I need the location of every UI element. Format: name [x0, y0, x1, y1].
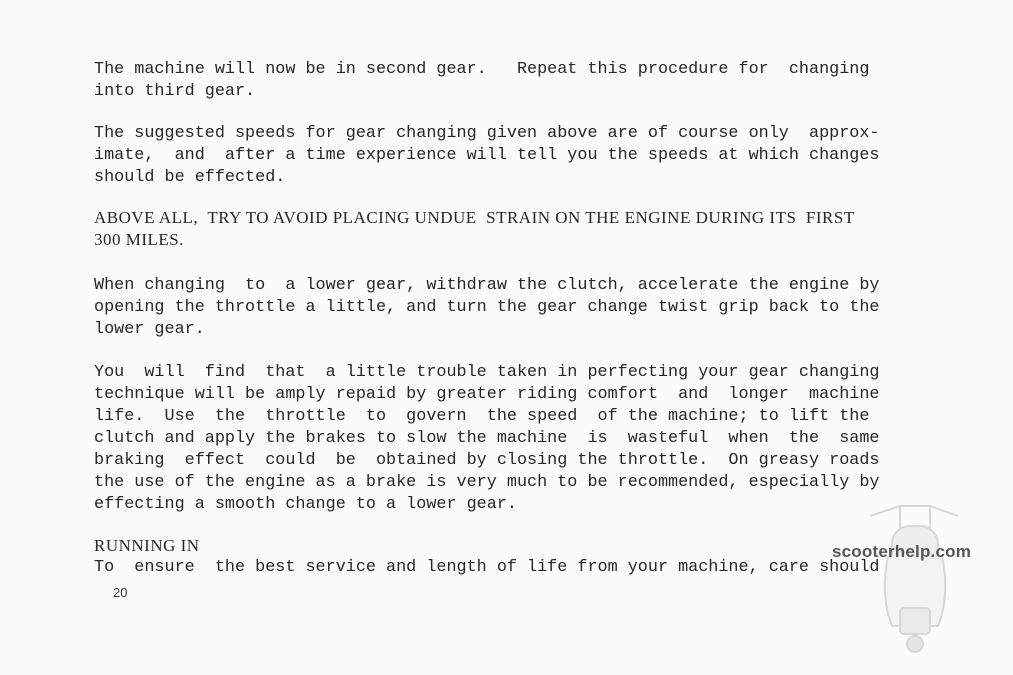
text-line: You will find that a little trouble taken in perfecting your gear changing — [94, 363, 880, 382]
text-line: The suggested speeds for gear changing given above are of course only approx- — [94, 124, 880, 143]
paragraph-running-in — [94, 535, 944, 579]
text-line: ABOVE ALL, TRY TO AVOID PLACING UNDUE STRAIN ON THE ENGINE DURING ITS FIRST — [94, 208, 855, 227]
text-line: should be effected. — [94, 168, 286, 187]
paragraph-warning — [94, 207, 944, 251]
text-line: 300 MILES. — [94, 230, 184, 249]
text-line: imate, and after a time experience will tell you the speeds at which changes — [94, 146, 880, 165]
text-line: technique will be amply repaid by greater riding comfort and longer machine — [94, 385, 880, 404]
text-line: life. Use the throttle to govern the speed of the machine; to lift the — [94, 407, 870, 426]
text-line: To ensure the best service and length of life from your machine, care should — [94, 558, 880, 577]
scooter-icon — [830, 496, 995, 656]
text-line: effecting a smooth change to a lower gear. — [94, 495, 517, 514]
text-line: When changing to a lower gear, withdraw the clutch, accelerate the engine by — [94, 276, 880, 295]
paragraph-technique — [94, 362, 944, 516]
paragraph-lower-gear — [94, 275, 944, 341]
text-line: lower gear. — [94, 320, 205, 339]
page-number: 20 — [113, 585, 128, 600]
watermark-text: scooterhelp.com — [832, 542, 972, 561]
section-heading: RUNNING IN — [94, 536, 200, 555]
text-line: The machine will now be in second gear. Repeat this procedure for changing — [94, 60, 870, 79]
text-line: into third gear. — [94, 82, 256, 101]
text-line: braking effect could be obtained by closing the throttle. On greasy roads — [94, 451, 880, 470]
paragraph-second-gear — [94, 59, 944, 103]
text-line: opening the throttle a little, and turn the gear change twist grip back to the — [94, 298, 880, 317]
text-line: clutch and apply the brakes to slow the machine is wasteful when the same — [94, 429, 880, 448]
paragraph-suggested-speeds — [94, 123, 944, 189]
text-line: the use of the engine as a brake is very much to be recommended, especially by — [94, 473, 880, 492]
